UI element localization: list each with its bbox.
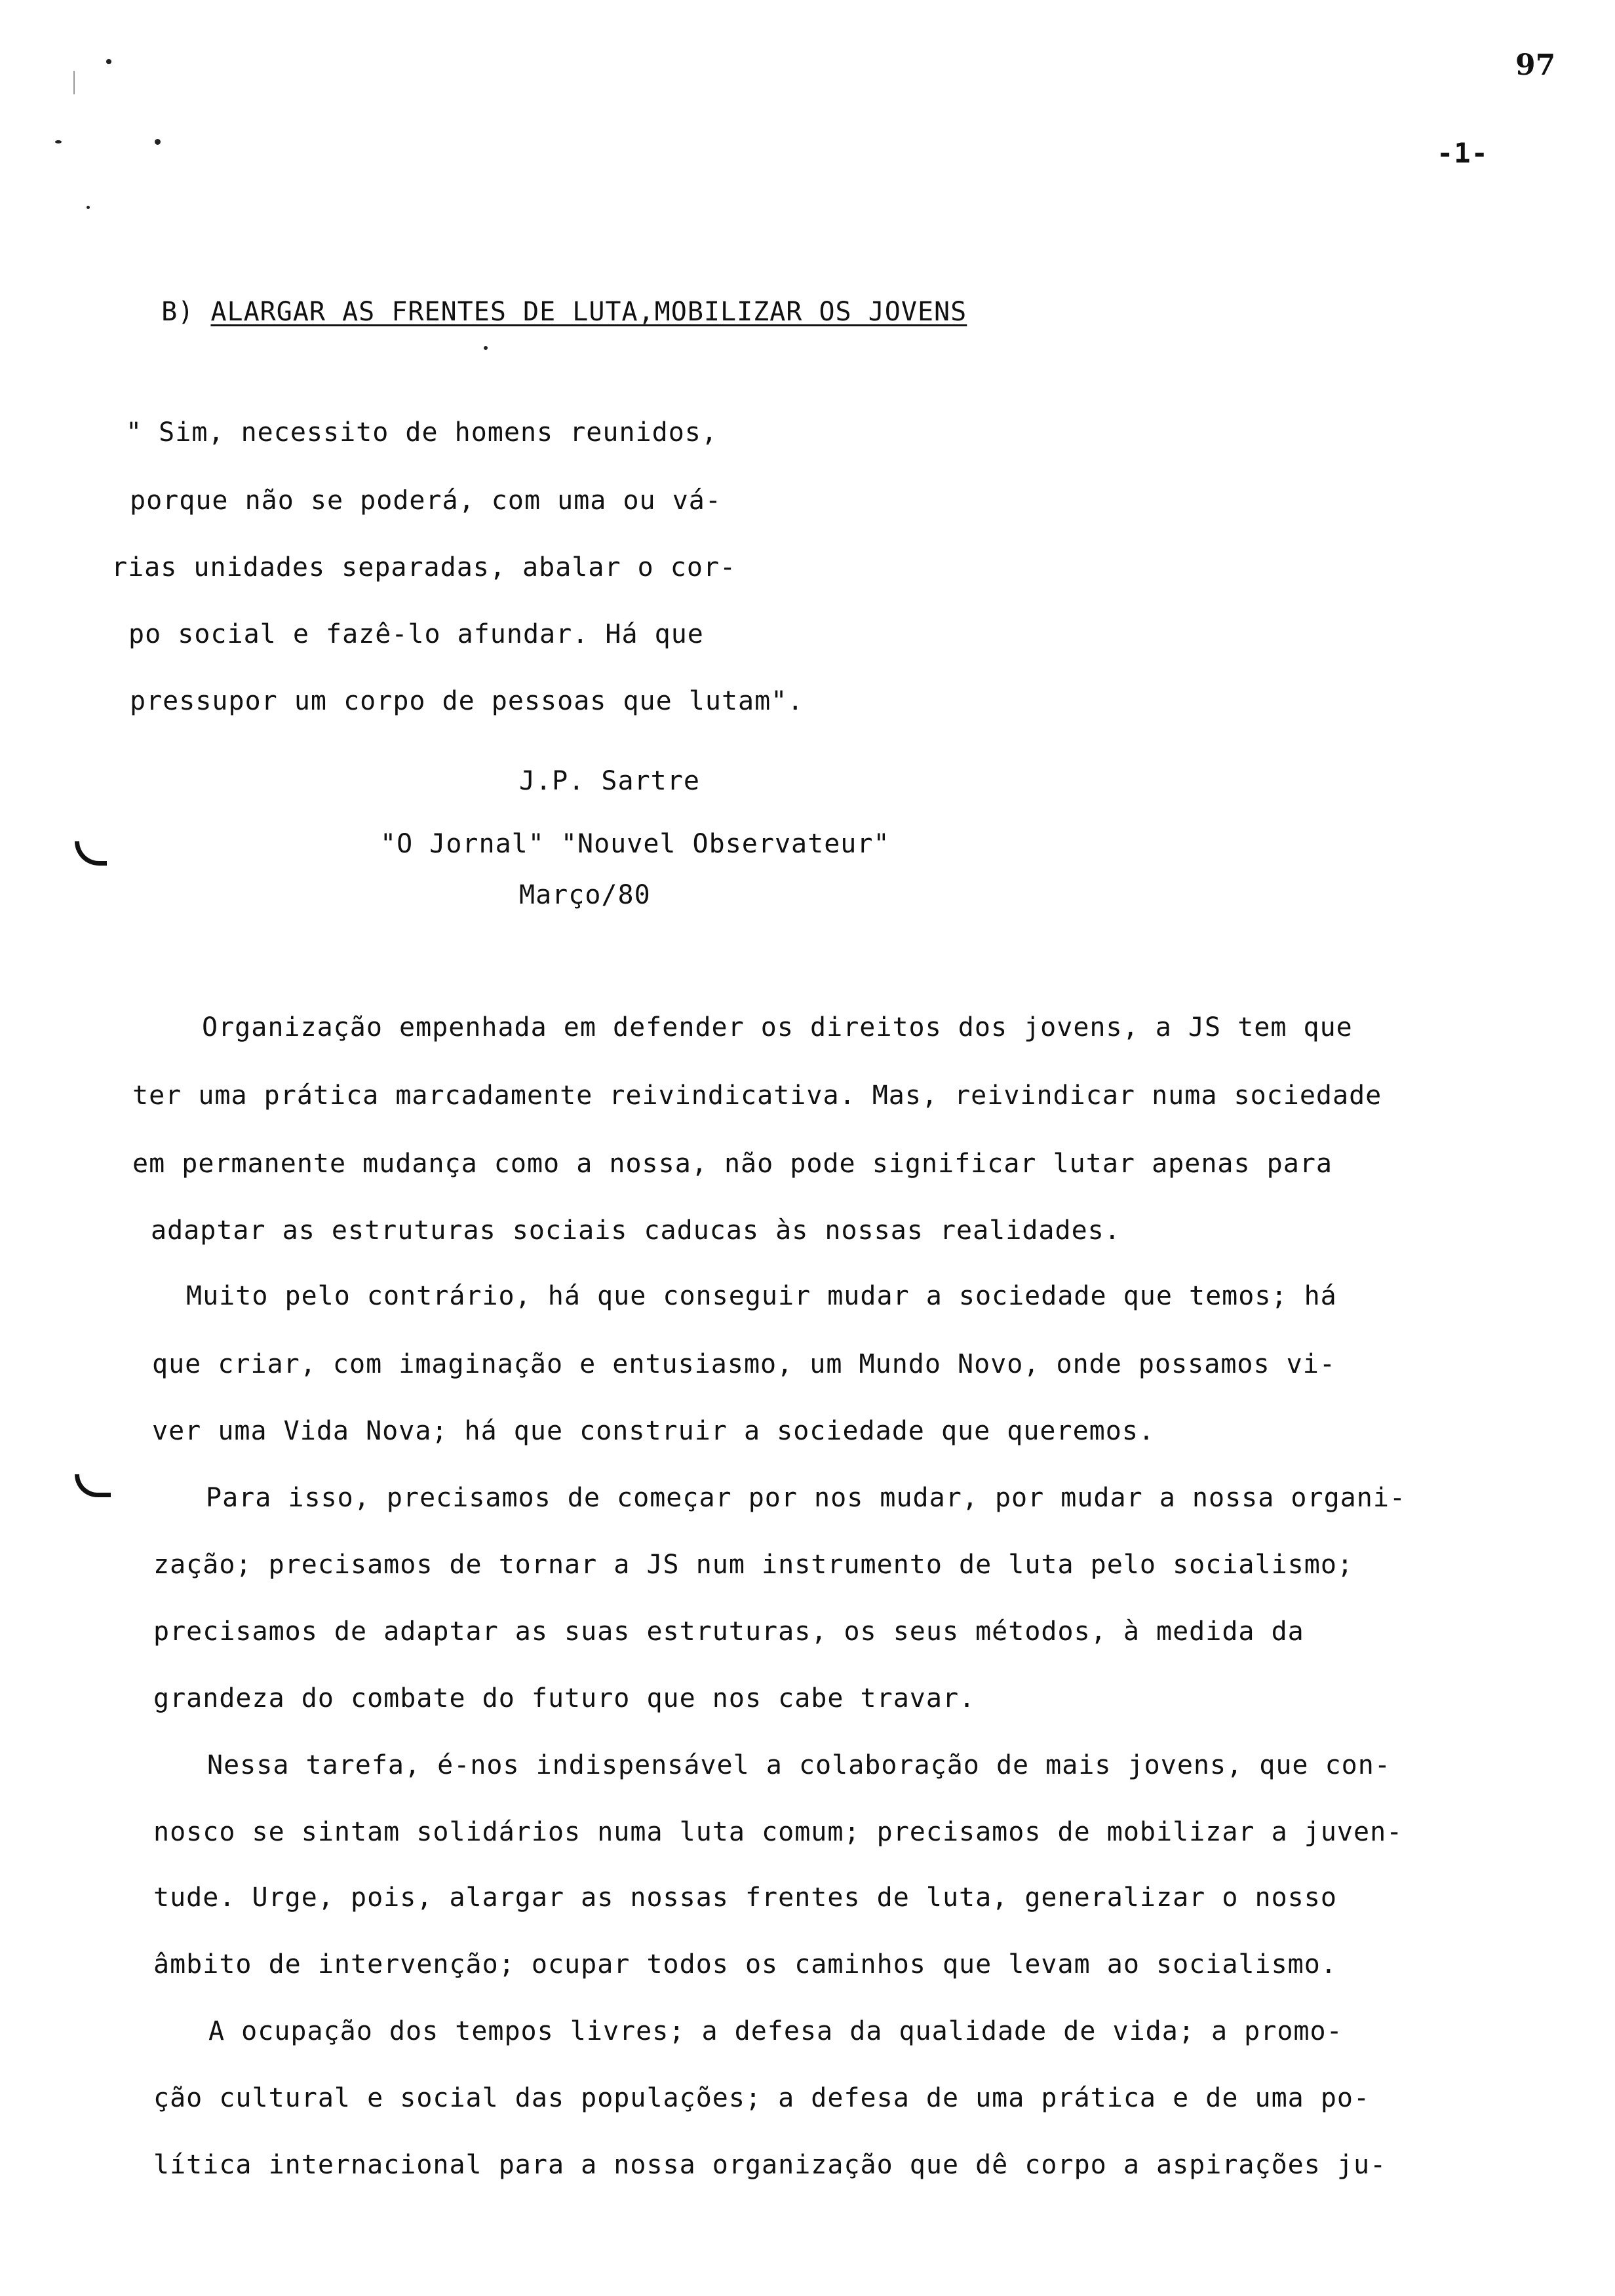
margin-dot (87, 206, 90, 209)
margin-dot (484, 346, 488, 350)
margin-dot (106, 59, 111, 64)
margin-dot (155, 139, 161, 145)
body-line: Organização empenhada em defender os direitos dos jovens, a JS tem que (202, 1012, 1353, 1043)
epigraph-author: J.P. Sartre (519, 766, 700, 796)
body-line: Muito pelo contrário, há que conseguir mudar a sociedade que temos; há (186, 1281, 1337, 1311)
handwritten-page-note: 97 (1515, 48, 1556, 82)
section-title: ALARGAR AS FRENTES DE LUTA,MOBILIZAR OS JOVENS (210, 297, 967, 327)
body-line: adaptar as estruturas sociais caducas às nossas realidades. (151, 1215, 1121, 1246)
epigraph-line: " Sim, necessito de homens reunidos, (126, 417, 718, 448)
epigraph-line: porque não se poderá, com uma ou vá- (130, 486, 722, 516)
epigraph-line: rias unidades separadas, abalar o cor- (111, 552, 737, 583)
epigraph-date: Março/80 (519, 880, 651, 910)
body-line: em permanente mudança como a nossa, não pode significar lutar apenas para (132, 1149, 1333, 1179)
body-line: Nessa tarefa, é-nos indispensável a colaboração de mais jovens, que con- (207, 1750, 1391, 1780)
body-line: Para isso, precisamos de começar por nos mudar, por mudar a nossa organi- (206, 1483, 1406, 1513)
body-line: zação; precisamos de tornar a JS num instrumento de luta pelo socialismo; (153, 1550, 1353, 1580)
body-line: ter uma prática marcadamente reivindicativa. Mas, reivindicar numa sociedade (132, 1081, 1382, 1111)
epigraph-source: "O Jornal" "Nouvel Observateur" (380, 829, 890, 859)
section-heading (128, 265, 967, 328)
body-line: lítica internacional para a nossa organização que dê corpo a aspirações ju- (153, 2150, 1387, 2180)
binder-hole-mark (75, 1474, 111, 1497)
body-line: que criar, com imaginação e entusiasmo, um Mundo Novo, onde possamos vi- (152, 1349, 1336, 1379)
epigraph-line: pressupor um corpo de pessoas que lutam". (130, 686, 804, 716)
body-line: âmbito de intervenção; ocupar todos os caminhos que levam ao socialismo. (153, 1949, 1337, 1980)
margin-line (73, 71, 75, 94)
body-line: ver uma Vida Nova; há que construir a sociedade que queremos. (152, 1416, 1156, 1446)
margin-dot (55, 140, 62, 144)
section-label: B) (161, 297, 195, 327)
body-line: ção cultural e social das populações; a defesa de uma prática e de uma po- (153, 2083, 1371, 2113)
body-line: nosco se sintam solidários numa luta comum; precisamos de mobilizar a juven- (153, 1817, 1403, 1847)
body-line: precisamos de adaptar as suas estruturas, os seus métodos, à medida da (153, 1617, 1304, 1647)
page-number: -1- (1437, 137, 1489, 169)
body-line: grandeza do combate do futuro que nos cabe travar. (153, 1683, 976, 1713)
binder-hole-mark (75, 841, 107, 866)
body-line: tude. Urge, pois, alargar as nossas frentes de luta, generalizar o nosso (153, 1883, 1337, 1913)
body-line: A ocupação dos tempos livres; a defesa da qualidade de vida; a promo- (208, 2016, 1343, 2046)
epigraph-line: po social e fazê-lo afundar. Há que (128, 619, 704, 649)
